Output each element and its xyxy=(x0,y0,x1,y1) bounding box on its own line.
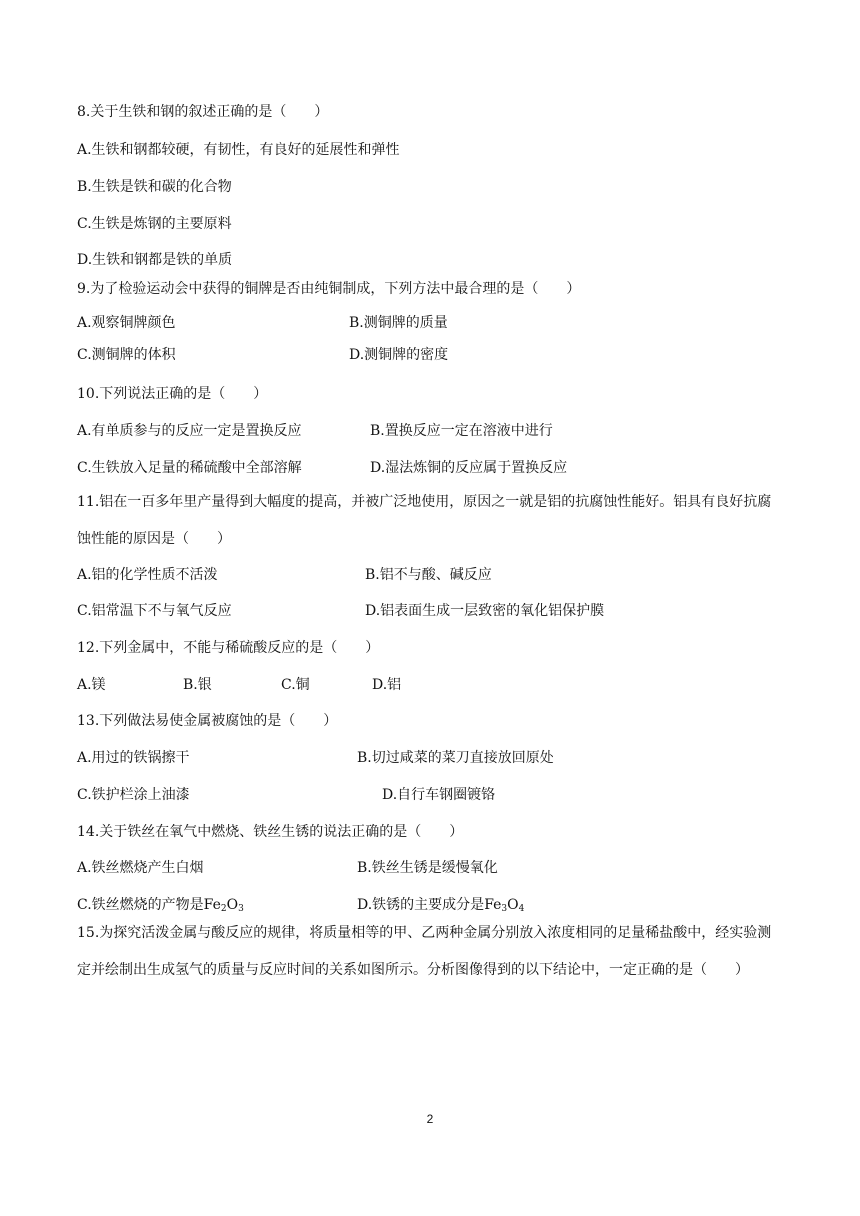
q10-option-a: A.有单质参与的反应一定是置换反应 xyxy=(77,423,302,439)
q13-option-b: B.切过咸菜的菜刀直接放回原处 xyxy=(357,750,554,766)
q11-option-d: D.铝表面生成一层致密的氧化铝保护膜 xyxy=(365,603,605,619)
q14-option-b: B.铁丝生锈是缓慢氧化 xyxy=(357,860,498,876)
q13-option-c: C.铁护栏涂上油漆 xyxy=(77,787,190,803)
q11-option-a: A.铝的化学性质不活泼 xyxy=(77,567,218,583)
q13-option-a: A.用过的铁锅擦干 xyxy=(77,750,190,766)
q15-stem: 15.为探究活泼金属与酸反应的规律，将质量相等的甲、乙两种金属分别放入浓度相同的足量稀盐酸中，经实验测定并绘制出生成氢气的质量与反应时间的关系如图所示。分析图像得到的以下结论中，一定正确的是（ ） xyxy=(77,925,772,978)
q12-option-a: A.镁 xyxy=(77,677,106,693)
page-number: 2 xyxy=(426,1112,434,1126)
q12-option-c: C.铜 xyxy=(281,677,310,693)
q9-stem: 9.为了检验运动会中获得的铜牌是否由纯铜制成，下列方法中最合理的是（ ） xyxy=(77,281,581,297)
q10-stem: 10.下列说法正确的是（ ） xyxy=(77,386,268,402)
q12-stem: 12.下列金属中，不能与稀硫酸反应的是（ ） xyxy=(77,640,380,656)
q12-option-b: B.银 xyxy=(183,677,212,693)
q8-option-c: C.生铁是炼钢的主要原料 xyxy=(77,216,232,232)
q13-option-d: D.自行车钢圈镀铬 xyxy=(382,787,496,803)
q8-option-a: A.生铁和钢都较硬，有韧性，有良好的延展性和弹性 xyxy=(77,142,400,158)
q10-option-c: C.生铁放入足量的稀硫酸中全部溶解 xyxy=(77,460,302,476)
q9-option-a: A.观察铜牌颜色 xyxy=(77,315,176,331)
q12-option-d: D.铝 xyxy=(372,677,402,693)
q9-option-c: C.测铜牌的体积 xyxy=(77,347,176,363)
q14-stem: 14.关于铁丝在氧气中燃烧、铁丝生锈的说法正确的是（ ） xyxy=(77,824,464,840)
q9-option-d: D.测铜牌的密度 xyxy=(349,347,449,363)
q8-option-b: B.生铁是铁和碳的化合物 xyxy=(77,179,232,195)
q11-stem: 11.铝在一百多年里产量得到大幅度的提高，并被广泛地使用，原因之一就是铝的抗腐蚀性能好。铝具有良好抗腐蚀性能的原因是（ ） xyxy=(77,494,772,547)
q9-option-b: B.测铜牌的质量 xyxy=(349,315,448,331)
q8-stem: 8.关于生铁和钢的叙述正确的是（ ） xyxy=(77,104,329,120)
q10-option-d: D.湿法炼铜的反应属于置换反应 xyxy=(370,460,568,476)
q10-option-b: B.置换反应一定在溶液中进行 xyxy=(370,423,553,439)
q14-option-d: D.铁锈的主要成分是$Fe_3O_4$ xyxy=(357,897,525,914)
q14-option-a: A.铁丝燃烧产生白烟 xyxy=(77,860,204,876)
q13-stem: 13.下列做法易使金属被腐蚀的是（ ） xyxy=(77,713,338,729)
q11-option-c: C.铝常温下不与氧气反应 xyxy=(77,603,232,619)
q14-option-c: C.铁丝燃烧的产物是$Fe_2O_3$ xyxy=(77,897,244,914)
q8-option-d: D.生铁和钢都是铁的单质 xyxy=(77,252,233,268)
q11-option-b: B.铝不与酸、碱反应 xyxy=(365,567,492,583)
